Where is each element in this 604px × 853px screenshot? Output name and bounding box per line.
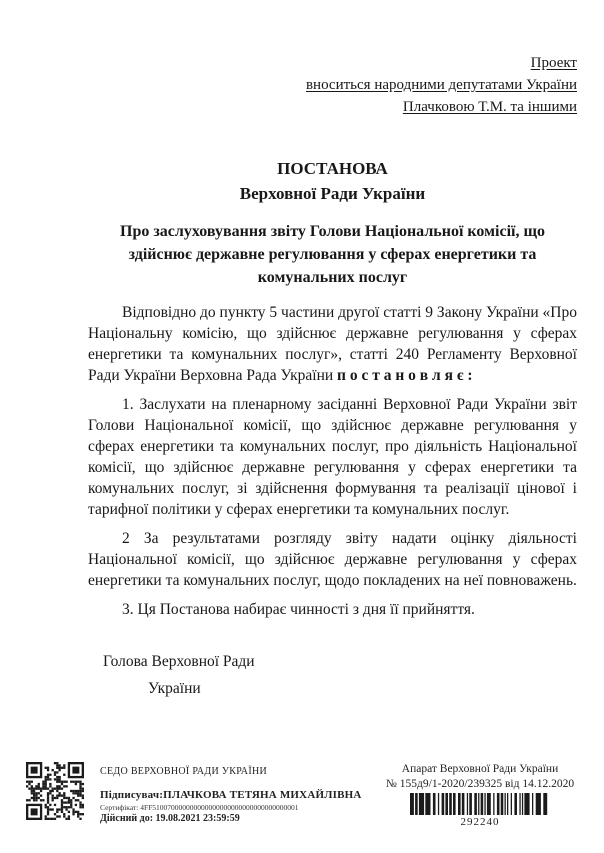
footer	[0, 756, 604, 853]
barcode-icon	[410, 793, 550, 815]
valid-until: Дійсний до: 19.08.2021 23:59:59	[100, 813, 240, 824]
signature-info	[100, 766, 362, 824]
document-body	[88, 302, 577, 620]
certificate-number: Сертифікат: 4FF510070000000000000000000000000000000001	[100, 803, 299, 812]
registration-number: № 155д9/1-2020/239325 від 14.12.2020	[385, 777, 575, 790]
sedo-org-label: СЕДО ВЕРХОВНОЇ РАДИ УКРАЇНИ	[100, 766, 268, 777]
barcode-number: 292240	[460, 816, 500, 828]
draft-note-line-3: Плачковою Т.М. та іншими	[402, 99, 577, 115]
document-title	[88, 156, 577, 206]
preamble-paragraph	[88, 302, 577, 386]
signer-name: Підписувач:ПЛАЧКОВА ТЕТЯНА МИХАЙЛІВНА	[100, 789, 362, 801]
signature-line-1: Голова Верховної Ради	[103, 653, 255, 670]
resolves-text: п о с т а н о в л я є :	[337, 367, 473, 384]
apparatus-org-label: Апарат Верховної Ради України	[401, 763, 559, 775]
draft-note-line-2: вноситься народними депутатами України	[305, 77, 577, 93]
signature-line-2: України	[148, 680, 201, 697]
item-1-paragraph: 1. Заслухати на пленарному засіданні Верховної Ради України звіт Голови Національної комісії, що здійснює державне регулювання у сферах енергетики та комунальних послуг, про діяльність Національної комісії, що здійснює державне регулювання у сферах енергетики та комунальних послуг, зі здійснення формування та реалізації цінової і тарифної політики у сферах енергетики та комунальних послуг.	[88, 396, 577, 518]
draft-note-line-1: Проект	[530, 55, 577, 71]
item-3-paragraph: 3. Ця Постанова набирає чинності з дня її прийняття.	[122, 601, 475, 618]
preamble-text: Відповідно до пункту 5 частини другої статті 9 Закону України «Про Національну комісію, що здійснює державне регулювання у сферах енергетики та комунальних послуг», статті 240 Регламенту Верховної Ради України Верховна Рада України	[88, 304, 577, 384]
registration-info	[382, 762, 578, 830]
title-line-1: ПОСТАНОВА	[277, 159, 388, 178]
signature-block	[88, 648, 577, 702]
title-line-2: Верховної Ради України	[239, 184, 426, 203]
qr-code-icon	[25, 762, 85, 820]
draft-note	[0, 0, 604, 118]
document-column	[0, 156, 604, 702]
item-2-paragraph: 2 За результатами розгляду звіту надати оцінку діяльності Національної комісії, що здійснює державне регулювання у сферах енергетики та комунальних послуг, щодо покладених на неї повноважень.	[88, 530, 577, 589]
document-subject: Про заслуховування звіту Голови Національної комісії, що здійснює державне регулювання у сферах енергетики та комунальних послуг	[120, 223, 545, 286]
